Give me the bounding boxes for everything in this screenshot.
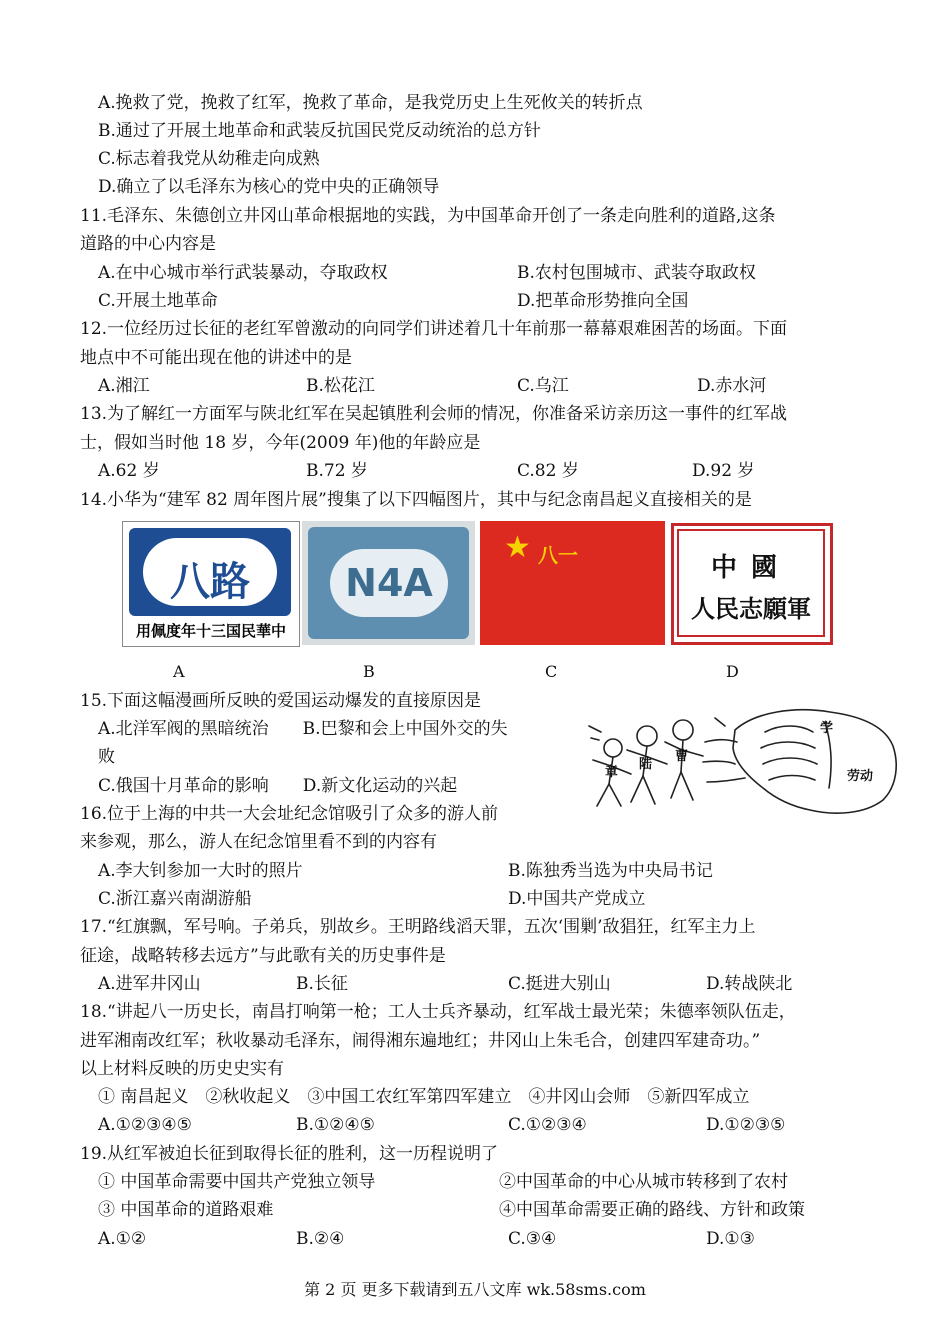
- q11-option-b: B.农村包围城市、武装夺取政权: [517, 263, 756, 283]
- cartoon-label-cao: 曹: [675, 749, 689, 764]
- q18-stem-line2: 进军湘南改红军；秋收暴动毛泽东，闹得湘东遍地红；井冈山上朱毛合，创建四军建奇功。”: [80, 1031, 761, 1051]
- q13-option-b: B.72 岁: [306, 461, 368, 481]
- q13-option-a: A.62 岁: [98, 461, 160, 481]
- cartoon-label-lu: 陆: [639, 757, 653, 772]
- picture-a-caption: A: [173, 662, 185, 681]
- q18-option-d: D.①②③⑤: [706, 1115, 786, 1135]
- picture-a-strip: 用佩度年十三国民華中: [135, 622, 286, 640]
- q16-option-b: B.陈独秀当选为中央局书记: [508, 861, 713, 881]
- q18-option-c: C.①②③④: [508, 1115, 587, 1135]
- q16-option-c: C.浙江嘉兴南湖游船: [98, 889, 252, 909]
- q16-option-a: A.李大钊参加一大时的照片: [98, 861, 303, 881]
- q17-stem-line1: 17.“红旗飘，军号响。子弟兵，别故乡。王明路线滔天罪，五次‘围剿’敌猖狂，红军主力上: [80, 917, 756, 937]
- q18-option-a: A.①②③④⑤: [98, 1115, 192, 1135]
- q19-option-c: C.③④: [508, 1229, 557, 1249]
- may-fourth-cartoon: [585, 702, 900, 818]
- q17-option-c: C.挺进大别山: [508, 974, 611, 994]
- q12-stem-line2: 地点中不可能出现在他的讲述中的是: [80, 348, 352, 368]
- picture-c-bayi-flag: [480, 521, 665, 645]
- q13-stem-line1: 13.为了解红一方面军与陕北红军在吴起镇胜利会师的情况，你准备采访亲历这一事件的红军战: [80, 404, 788, 424]
- q12-stem-line1: 12.一位经历过长征的老红军曾激动的向同学们讲述着几十年前那一幕幕艰难困苦的场面。下面: [80, 319, 788, 339]
- q18-stem-line3: 以上材料反映的历史史实有: [80, 1059, 284, 1079]
- q12-option-b: B.松花江: [306, 376, 375, 396]
- q15-options-ab: A.北洋军阀的黑暗统治 B.巴黎和会上中国外交的失: [98, 719, 508, 739]
- picture-b-caption: B: [363, 662, 375, 681]
- q17-stem-line2: 征途，战略转移去远方”与此歌有关的历史事件是: [80, 946, 446, 966]
- cartoon-label-laodong: 劳动: [847, 769, 874, 784]
- cartoon-label-zhang: 章: [605, 765, 619, 780]
- picture-d-volunteer-badge: [669, 521, 833, 645]
- q19-option-a: A.①②: [98, 1229, 147, 1249]
- picture-c-caption: C: [545, 662, 558, 681]
- q19-option-d: D.①③: [706, 1229, 755, 1249]
- picture-d-line2: 人民志願軍: [691, 595, 811, 623]
- q12-option-a: A.湘江: [98, 376, 150, 396]
- q17-option-a: A.进军井冈山: [98, 974, 201, 994]
- q19-item-4: ④中国革命需要正确的路线、方针和政策: [499, 1200, 805, 1220]
- q11-option-d: D.把革命形势推向全国: [517, 291, 689, 311]
- q10-option-c: C.标志着我党从幼稚走向成熟: [98, 149, 320, 169]
- q10-option-d: D.确立了以毛泽东为核心的党中央的正确领导: [98, 177, 440, 197]
- q18-stem-line1: 18.“讲起八一历史长，南昌打响第一枪；工人士兵齐暴动，红军战士最光荣；朱德率领队伍走，: [80, 1002, 796, 1022]
- q19-option-b: B.②④: [296, 1229, 345, 1249]
- q13-option-d: D.92 岁: [692, 461, 755, 481]
- q19-stem: 19.从红军被迫长征到取得长征的胜利，这一历程说明了: [80, 1144, 499, 1164]
- q10-option-b: B.通过了开展土地革命和武装反抗国民党反动统治的总方针: [98, 121, 541, 141]
- q12-option-d: D.赤水河: [697, 376, 767, 396]
- q19-item-3: ③ 中国革命的道路艰难: [98, 1200, 274, 1220]
- star-icon: ★: [504, 530, 531, 565]
- picture-d-line1: 中國: [710, 553, 791, 583]
- picture-b-n4a-badge: [302, 521, 475, 645]
- q18-items: ① 南昌起义 ②秋收起义 ③中国工农红军第四军建立 ④井冈山会师 ⑤新四军成立: [98, 1087, 750, 1107]
- q11-stem-line1: 11.毛泽东、朱德创立井冈山革命根据地的实践，为中国革命开创了一条走向胜利的道路,这条: [80, 206, 776, 226]
- q15-options-cd: C.俄国十月革命的影响 D.新文化运动的兴起: [98, 776, 458, 796]
- q19-item-1: ① 中国革命需要中国共产党独立领导: [98, 1172, 376, 1192]
- q18-option-b: B.①②④⑤: [296, 1115, 375, 1135]
- q14-stem: 14.小华为“建军 82 周年图片展”搜集了以下四幅图片，其中与纪念南昌起义直接相关的是: [80, 490, 752, 510]
- picture-a-title: 八路: [170, 559, 250, 605]
- q15-stem: 15.下面这幅漫画所反映的爱国运动爆发的直接原因是: [80, 691, 482, 711]
- page-footer: 第 2 页 更多下载请到五八文库 wk.58sms.com: [304, 1280, 646, 1299]
- q10-option-a: A.挽救了党，挽救了红军，挽救了革命，是我党历史上生死攸关的转折点: [98, 93, 643, 113]
- q12-option-c: C.乌江: [517, 376, 569, 396]
- q17-option-b: B.长征: [296, 974, 348, 994]
- q15-options-ab-wrap: 败: [98, 747, 115, 767]
- picture-b-title: N4A: [345, 561, 433, 605]
- q16-option-d: D.中国共产党成立: [508, 889, 646, 909]
- picture-a-eighth-route-badge: [122, 521, 300, 647]
- q16-stem-line1: 16.位于上海的中共一大会址纪念馆吸引了众多的游人前: [80, 804, 499, 824]
- q11-stem-line2: 道路的中心内容是: [80, 234, 216, 254]
- picture-d-caption: D: [726, 662, 739, 681]
- q13-stem-line2: 士，假如当时他 18 岁，今年(2009 年)他的年龄应是: [80, 433, 481, 453]
- q11-option-c: C.开展土地革命: [98, 291, 218, 311]
- q19-item-2: ②中国革命的中心从城市转移到了农村: [499, 1172, 788, 1192]
- cartoon-label-xue: 学: [820, 721, 834, 736]
- q17-option-d: D.转战陕北: [706, 974, 793, 994]
- picture-c-text: 八一: [538, 543, 578, 567]
- q13-option-c: C.82 岁: [517, 461, 579, 481]
- q11-option-a: A.在中心城市举行武装暴动，夺取政权: [98, 263, 388, 283]
- q16-stem-line2: 来参观，那么，游人在纪念馆里看不到的内容有: [80, 832, 437, 852]
